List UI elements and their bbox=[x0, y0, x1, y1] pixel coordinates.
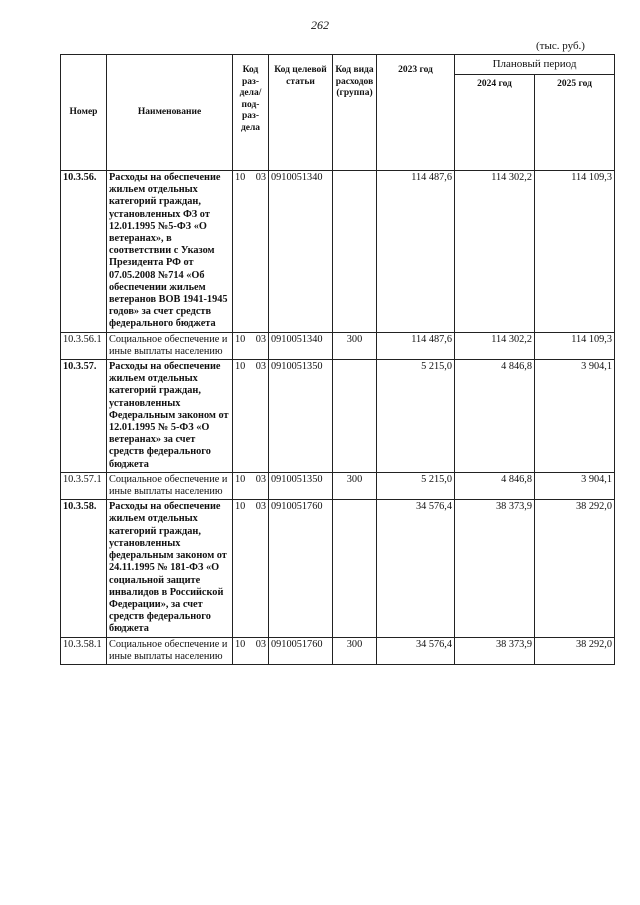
row-value-2023: 34 576,4 bbox=[377, 637, 455, 664]
row-section: 10 bbox=[235, 473, 246, 485]
row-section: 10 bbox=[235, 638, 246, 650]
row-name: Социальное обеспечение и иные выплаты населению bbox=[107, 637, 233, 664]
row-name: Социальное обеспечение и иные выплаты населению bbox=[107, 332, 233, 359]
header-planned-period: Плановый период bbox=[455, 55, 615, 75]
row-expense-type: 300 bbox=[333, 472, 377, 499]
row-value-2024: 38 373,9 bbox=[455, 500, 535, 637]
row-section: 10 bbox=[235, 361, 246, 373]
row-section-code bbox=[233, 360, 269, 473]
row-value-2025: 38 292,0 bbox=[535, 500, 615, 637]
header-year-2024: 2024 год bbox=[455, 75, 535, 171]
row-value-2025: 3 904,1 bbox=[535, 360, 615, 473]
row-target-code: 0910051340 bbox=[269, 171, 333, 333]
row-value-2023: 5 215,0 bbox=[377, 360, 455, 473]
row-expense-type: 300 bbox=[333, 637, 377, 664]
row-value-2025: 38 292,0 bbox=[535, 637, 615, 664]
row-section-code bbox=[233, 500, 269, 637]
header-year-2025: 2025 год bbox=[535, 75, 615, 171]
row-value-2023: 114 487,6 bbox=[377, 171, 455, 333]
header-number: Номер bbox=[61, 55, 107, 171]
row-subsection: 03 bbox=[255, 333, 266, 345]
row-value-2023: 114 487,6 bbox=[377, 332, 455, 359]
row-value-2024: 38 373,9 bbox=[455, 637, 535, 664]
row-subsection: 03 bbox=[255, 361, 266, 373]
table-row bbox=[61, 637, 615, 664]
row-target-code: 0910051350 bbox=[269, 472, 333, 499]
table-row bbox=[61, 171, 615, 333]
row-number: 10.3.56. bbox=[61, 171, 107, 333]
row-value-2023: 34 576,4 bbox=[377, 500, 455, 637]
table-row bbox=[61, 332, 615, 359]
row-target-code: 0910051760 bbox=[269, 637, 333, 664]
row-name: Социальное обеспечение и иные выплаты населению bbox=[107, 472, 233, 499]
header-year-2023: 2023 год bbox=[377, 55, 455, 171]
page-number: 262 bbox=[311, 18, 329, 32]
row-name: Расходы на обеспечение жильем отдельных категорий граждан, установленных ФЗ от 12.01.1995 №5-ФЗ «О ветеранах», в соответствии с Указом Президента РФ от 07.05.2008 №714 «Об обеспечении жильем ветеранов ВОВ 1941-1945 годов» за счет средств федерального бюджета bbox=[107, 171, 233, 333]
row-name: Расходы на обеспечение жильем отдельных категорий граждан, установленных Федеральным законом от 12.01.1995 № 5-ФЗ «О ветеранах» за счет средств федерального бюджета bbox=[107, 360, 233, 473]
row-expense-type bbox=[333, 360, 377, 473]
header-name: Наименование bbox=[107, 55, 233, 171]
row-number: 10.3.58.1 bbox=[61, 637, 107, 664]
row-section-code bbox=[233, 637, 269, 664]
row-expense-type bbox=[333, 500, 377, 637]
row-target-code: 0910051340 bbox=[269, 332, 333, 359]
row-section: 10 bbox=[235, 172, 246, 183]
row-number: 10.3.56.1 bbox=[61, 332, 107, 359]
row-target-code: 0910051760 bbox=[269, 500, 333, 637]
table-row bbox=[61, 360, 615, 473]
row-name: Расходы на обеспечение жильем отдельных категорий граждан, установленных федеральным законом от 24.11.1995 № 181-ФЗ «О социальной защите инвалидов в Российской Федерации», за счет средств федерального бюджета bbox=[107, 500, 233, 637]
row-section-code bbox=[233, 332, 269, 359]
row-subsection: 03 bbox=[255, 501, 266, 513]
row-value-2024: 114 302,2 bbox=[455, 332, 535, 359]
row-value-2025: 114 109,3 bbox=[535, 171, 615, 333]
budget-table bbox=[60, 54, 615, 665]
row-value-2025: 114 109,3 bbox=[535, 332, 615, 359]
row-value-2024: 4 846,8 bbox=[455, 472, 535, 499]
header-target-code: Код целевой статьи bbox=[269, 55, 333, 171]
row-section-code bbox=[233, 171, 269, 333]
table-row bbox=[61, 500, 615, 637]
row-section: 10 bbox=[235, 333, 246, 345]
header-section-code: Код раз-дела/ под-раз-дела bbox=[233, 55, 269, 171]
row-section: 10 bbox=[235, 501, 246, 513]
table-row bbox=[61, 472, 615, 499]
row-number: 10.3.58. bbox=[61, 500, 107, 637]
row-value-2024: 114 302,2 bbox=[455, 171, 535, 333]
row-expense-type: 300 bbox=[333, 332, 377, 359]
table-body bbox=[61, 171, 615, 665]
row-subsection: 03 bbox=[255, 638, 266, 650]
row-target-code: 0910051350 bbox=[269, 360, 333, 473]
table-header bbox=[61, 55, 615, 171]
row-value-2024: 4 846,8 bbox=[455, 360, 535, 473]
row-value-2025: 3 904,1 bbox=[535, 472, 615, 499]
header-expense-type: Код вида расходов (группа) bbox=[333, 55, 377, 171]
row-subsection: 03 bbox=[255, 172, 266, 183]
row-expense-type bbox=[333, 171, 377, 333]
row-number: 10.3.57. bbox=[61, 360, 107, 473]
units-label: (тыс. руб.) bbox=[536, 40, 585, 52]
row-section-code bbox=[233, 472, 269, 499]
row-number: 10.3.57.1 bbox=[61, 472, 107, 499]
row-subsection: 03 bbox=[255, 473, 266, 485]
row-value-2023: 5 215,0 bbox=[377, 472, 455, 499]
